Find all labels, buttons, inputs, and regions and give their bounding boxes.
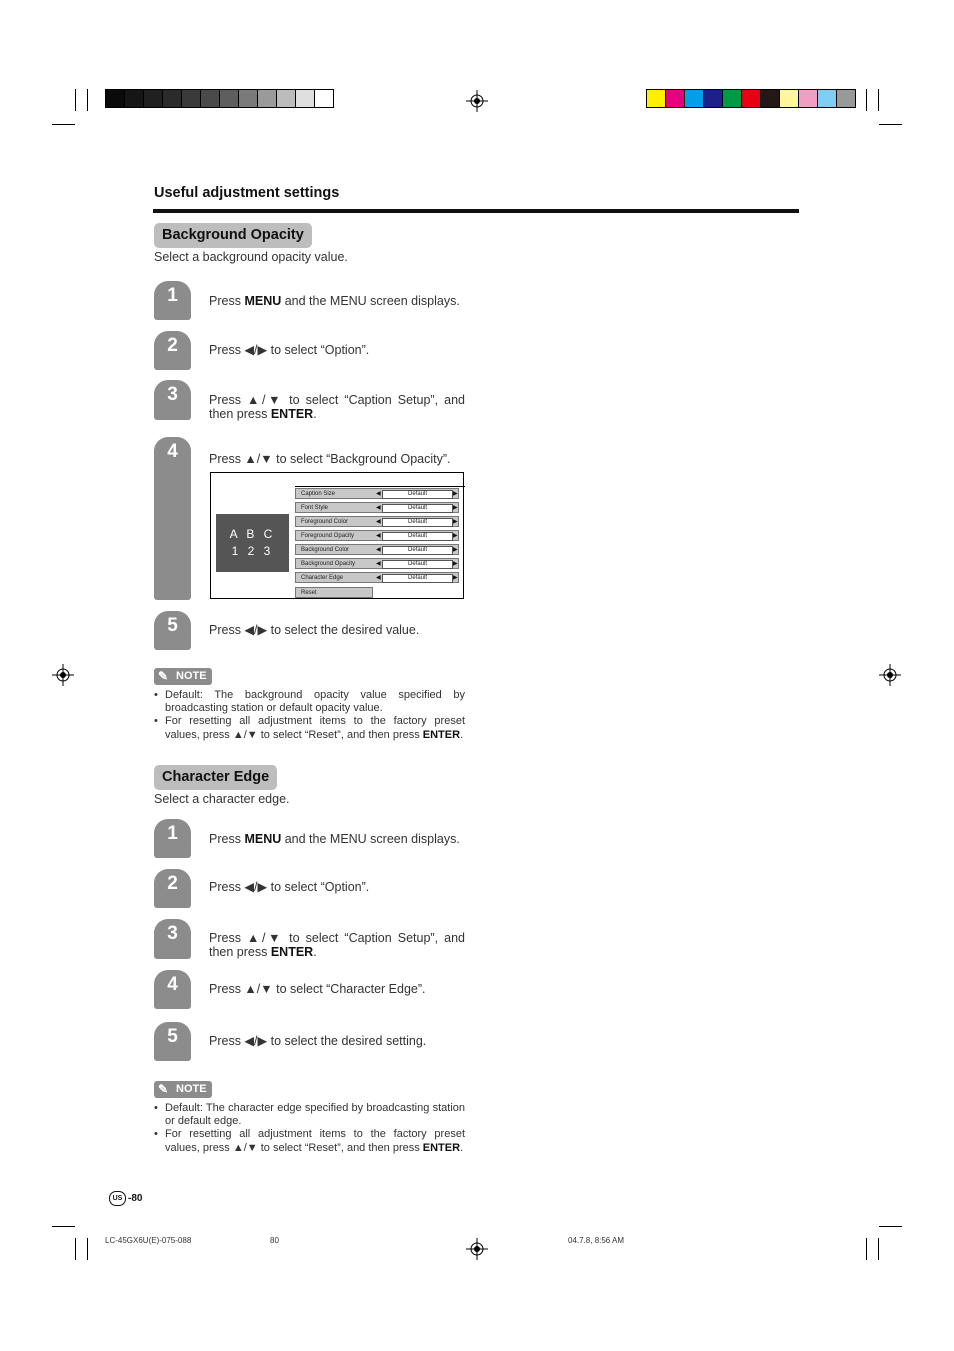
gray-swatch — [277, 90, 296, 107]
footer-page: 80 — [270, 1236, 279, 1245]
menu-item-label: Background Color — [301, 547, 350, 553]
menu-item-label: Character Edge — [301, 575, 344, 581]
step-number: 4 — [154, 970, 191, 1009]
registration-mark-icon — [466, 1238, 488, 1260]
step-number: 2 — [154, 331, 191, 370]
menu-header-bar — [295, 473, 465, 487]
section-title: Useful adjustment settings — [154, 185, 340, 201]
note-badge: ✎ NOTE — [154, 668, 212, 685]
step-text: Press ◀/▶ to select the desired setting. — [209, 1034, 427, 1048]
gray-swatch — [201, 90, 220, 107]
menu-item-value: Default — [382, 504, 453, 513]
menu-item-label: Caption Size — [301, 491, 336, 497]
gray-swatch — [258, 90, 277, 107]
gray-swatch — [182, 90, 201, 107]
gray-swatch — [296, 90, 315, 107]
menu-item[interactable] — [295, 488, 459, 499]
character-edge-intro: Select a character edge. — [154, 792, 290, 806]
gray-swatch — [125, 90, 144, 107]
left-arrow-icon[interactable]: ◀ — [376, 505, 381, 511]
page-number — [109, 1191, 142, 1206]
registration-mark-icon — [52, 664, 74, 686]
color-swatch — [647, 90, 666, 107]
gray-swatch — [144, 90, 163, 107]
menu-item[interactable] — [295, 530, 459, 541]
color-swatch — [837, 90, 855, 107]
footer-filename: LC-45GX6U(E)-075-088 — [105, 1236, 192, 1245]
color-swatch — [761, 90, 780, 107]
left-arrow-icon[interactable]: ◀ — [376, 575, 381, 581]
gray-swatch — [239, 90, 258, 107]
note-item: • For resetting all adjustment items to the factory preset values, press ▲/▼ to select “Reset”, and then press ENTER. — [154, 715, 465, 741]
menu-item[interactable] — [295, 544, 459, 555]
background-opacity-heading: Background Opacity — [154, 223, 312, 248]
step-text: Press ▲/▼ to select “Caption Setup”, and then press ENTER. — [209, 393, 465, 421]
step-text: Press ▲/▼ to select “Background Opacity”. — [209, 452, 451, 466]
preview-numbers: 1 2 3 — [231, 544, 274, 558]
color-calibration-bar — [646, 89, 856, 108]
menu-item[interactable] — [295, 558, 459, 569]
left-arrow-icon[interactable]: ◀ — [376, 519, 381, 525]
region-badge: US — [109, 1191, 126, 1206]
gray-swatch — [106, 90, 125, 107]
right-arrow-icon[interactable]: ▶ — [453, 505, 458, 511]
step-number: 2 — [154, 869, 191, 908]
color-swatch — [780, 90, 799, 107]
menu-item[interactable] — [295, 516, 459, 527]
color-swatch — [666, 90, 685, 107]
menu-item-reset[interactable] — [295, 587, 373, 598]
registration-mark-icon — [879, 664, 901, 686]
notes-list — [154, 689, 465, 742]
step-text: Press MENU and the MENU screen displays. — [209, 294, 460, 308]
right-arrow-icon[interactable]: ▶ — [453, 547, 458, 553]
left-arrow-icon[interactable]: ◀ — [376, 547, 381, 553]
menu-item-label: Reset — [301, 590, 317, 596]
background-opacity-intro: Select a background opacity value. — [154, 250, 348, 264]
note-badge: ✎ NOTE — [154, 1081, 212, 1098]
page-number-text: -80 — [128, 1193, 143, 1204]
menu-item-value: Default — [382, 546, 453, 555]
menu-item-value: Default — [382, 560, 453, 569]
menu-item-label: Foreground Opacity — [301, 533, 355, 539]
menu-item-label: Font Style — [301, 505, 329, 511]
menu-item-value: Default — [382, 574, 453, 583]
character-edge-heading: Character Edge — [154, 765, 277, 790]
left-arrow-icon[interactable]: ◀ — [376, 491, 381, 497]
left-arrow-icon[interactable]: ◀ — [376, 533, 381, 539]
color-swatch — [685, 90, 704, 107]
right-arrow-icon[interactable]: ▶ — [453, 575, 458, 581]
preview-letters: A B C — [229, 527, 276, 541]
right-arrow-icon[interactable]: ▶ — [453, 491, 458, 497]
pencil-icon: ✎ — [158, 669, 169, 683]
menu-item-value: Default — [382, 518, 453, 527]
step-number: 4 — [154, 437, 191, 600]
gray-swatch — [220, 90, 239, 107]
menu-item[interactable] — [295, 502, 459, 513]
menu-item[interactable] — [295, 572, 459, 583]
step-text: Press ▲/▼ to select “Character Edge”. — [209, 982, 426, 996]
menu-item-value: Default — [382, 490, 453, 499]
pencil-icon: ✎ — [158, 1082, 169, 1096]
step-text: Press ◀/▶ to select the desired value. — [209, 623, 420, 637]
caption-preview — [216, 514, 289, 572]
right-arrow-icon[interactable]: ▶ — [453, 561, 458, 567]
menu-item-label: Background Opacity — [301, 561, 356, 567]
step-text: Press ◀/▶ to select “Option”. — [209, 343, 370, 357]
step-number: 3 — [154, 919, 191, 959]
right-arrow-icon[interactable]: ▶ — [453, 519, 458, 525]
step-number: 5 — [154, 611, 191, 650]
caption-setup-menu-screen — [210, 472, 464, 599]
color-swatch — [818, 90, 837, 107]
section-rule — [153, 209, 799, 213]
note-item: • Default: The character edge specified by broadcasting station or default edge. — [154, 1102, 465, 1128]
menu-item-label: Foreground Color — [301, 519, 349, 525]
step-text: Press ◀/▶ to select “Option”. — [209, 880, 370, 894]
note-item: • Default: The background opacity value specified by broadcasting station or default opacity value. — [154, 689, 465, 715]
gray-swatch — [315, 90, 333, 107]
step-number: 5 — [154, 1022, 191, 1061]
footer-timestamp: 04.7.8, 8:56 AM — [568, 1236, 625, 1245]
right-arrow-icon[interactable]: ▶ — [453, 533, 458, 539]
notes-list — [154, 1102, 465, 1155]
color-swatch — [799, 90, 818, 107]
color-swatch — [723, 90, 742, 107]
step-text: Press ▲/▼ to select “Caption Setup”, and then press ENTER. — [209, 931, 465, 959]
color-swatch — [742, 90, 761, 107]
step-number: 3 — [154, 380, 191, 420]
step-number: 1 — [154, 281, 191, 320]
note-item: • For resetting all adjustment items to the factory preset values, press ▲/▼ to select “Reset”, and then press ENTER. — [154, 1128, 465, 1154]
color-swatch — [704, 90, 723, 107]
left-arrow-icon[interactable]: ◀ — [376, 561, 381, 567]
step-number: 1 — [154, 819, 191, 858]
gray-swatch — [163, 90, 182, 107]
step-text: Press MENU and the MENU screen displays. — [209, 832, 460, 846]
menu-item-value: Default — [382, 532, 453, 541]
grayscale-calibration-bar — [105, 89, 334, 108]
registration-mark-icon — [466, 90, 488, 112]
